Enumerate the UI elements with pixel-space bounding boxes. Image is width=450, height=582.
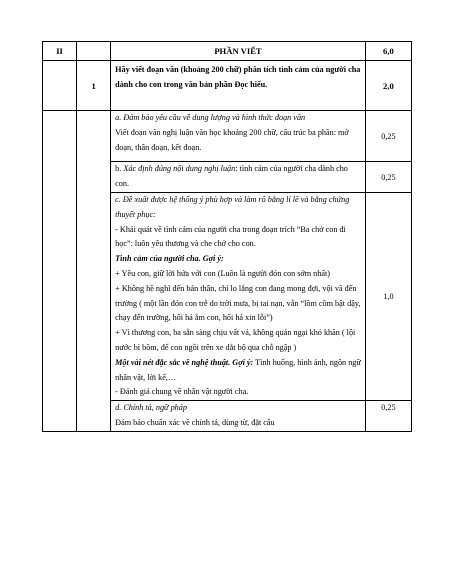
criterion-c-heading: c. Đề xuất được hệ thống ý phù hợp và làm rõ bằng lí lẽ và bằng chứng thuyết phục: <box>115 195 350 219</box>
empty-cell <box>43 61 77 111</box>
criterion-b <box>111 162 366 193</box>
criterion-c-point-3: + Vì thương con, ba sẵn sàng chịu vất vả, không quản ngại khó khăn ( lội nước bì bõm, để con ngồi trên xe dắt bộ qua chỗ ngập ) <box>115 328 356 352</box>
question-prompt: Hãy viết đoạn văn (khoảng 200 chữ) phân tích tình cảm của người cha dành cho con trong văn bản phần Đọc hiểu. <box>111 61 366 111</box>
criterion-c-overview: - Khái quát về tình cảm của người cha trong đoạn trích “Ba chở con đi học”: luôn yêu thương và che chở cho con. <box>115 224 346 249</box>
empty-cell <box>77 42 111 61</box>
section-number: II <box>43 42 77 61</box>
criterion-c-point-1: + Yêu con, giữ lời hứa với con (Luôn là người đón con sớm nhất) <box>115 268 330 278</box>
criterion-c-art-body: Tình huống, hình ảnh, ngôn ngữ nhân vật, lời kể,… <box>115 357 361 382</box>
criterion-a-points: 0,25 <box>365 111 411 162</box>
criterion-b-heading: Xác định đúng nội dung nghị luận <box>123 164 236 173</box>
header-row <box>43 42 412 61</box>
empty-cell <box>77 111 111 432</box>
criterion-b-body: : tình cảm của người cha dành cho con. <box>115 164 348 188</box>
criterion-a-row <box>43 111 412 162</box>
criterion-c-subheading: Tình cảm của người cha. Gợi ý: <box>115 254 224 264</box>
criterion-a <box>111 111 366 162</box>
criterion-d-points: 0,25 <box>365 401 411 432</box>
criterion-b-points: 0,25 <box>365 162 411 193</box>
grading-table <box>42 41 412 432</box>
empty-cell <box>43 111 77 432</box>
criterion-a-body: Viết đoạn văn nghị luận văn học khoảng 200 chữ, cấu trúc ba phần: mở đoạn, thân đoạn, kết đoạn. <box>115 127 349 152</box>
criterion-d-body: Đảm bảo chuẩn xác về chính tả, dùng từ, đặt câu <box>115 417 275 427</box>
criterion-b-prefix: b. <box>115 164 124 173</box>
criterion-c-art-heading: Một vài nét đặc sắc về nghệ thuật. Gợi ý: <box>115 357 254 367</box>
criterion-d <box>111 401 366 432</box>
section-points: 6,0 <box>365 42 411 61</box>
question-row <box>43 61 412 111</box>
criterion-a-heading: a. Đảm bảo yêu cầu về dung lượng và hình thức đoạn văn <box>115 113 306 122</box>
criterion-c-conclusion: - Đánh giá chung về nhân vật người cha. <box>115 387 249 397</box>
criterion-d-heading: d. Chính tả, ngữ pháp <box>115 403 187 413</box>
question-points: 2,0 <box>365 61 411 111</box>
criterion-c <box>111 193 366 401</box>
criterion-c-points: 1,0 <box>365 193 411 401</box>
question-number: 1 <box>77 61 111 111</box>
section-title: PHẦN VIẾT <box>111 42 366 61</box>
criterion-c-point-2: + Không hề nghĩ đến bản thân, chỉ lo lắng con đang mong đợi, vội vã đến trường ( một lần đón con trễ do trời mưa, bị tai nạn, vẫn “lồm cồm bật dậy, chạy đến trường, hối hả ẵm con, hối hả xin lỗi”) <box>115 283 361 323</box>
criterion-c-art <box>115 356 361 386</box>
